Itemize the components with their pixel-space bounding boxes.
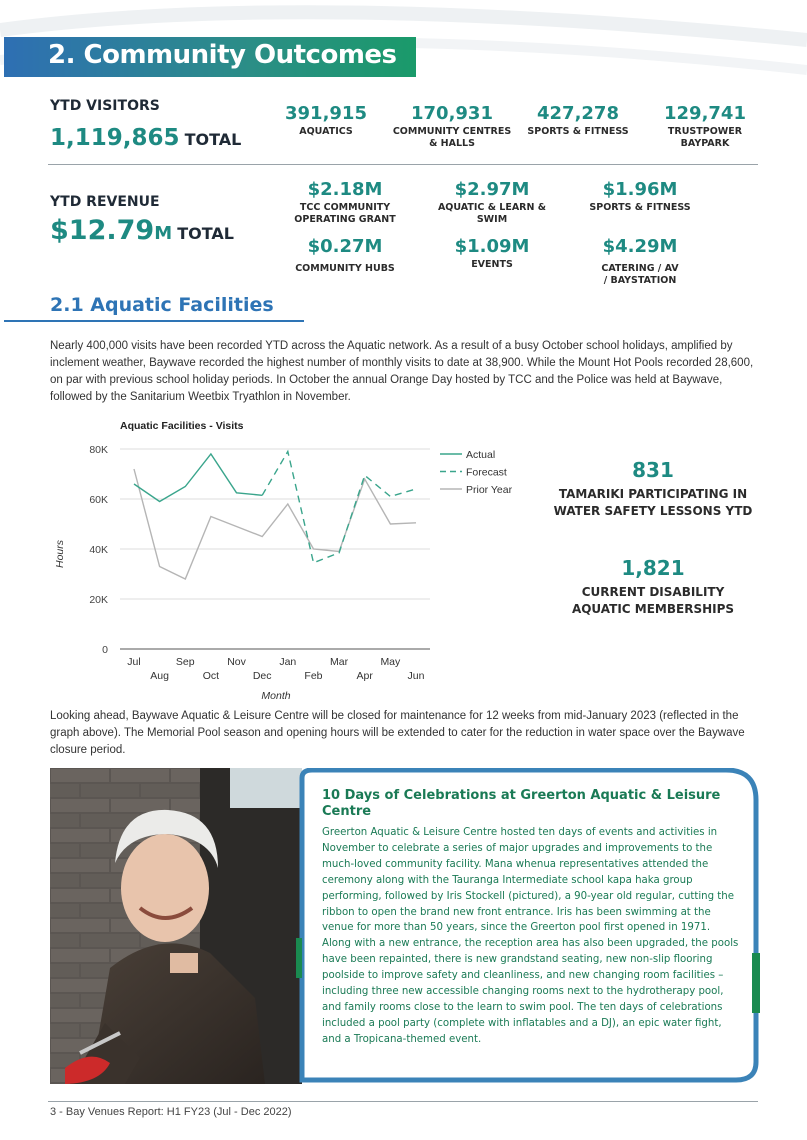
y-tick-label: 60K: [89, 494, 108, 506]
aquatic-visits-chart: [48, 414, 528, 706]
x-tick-label: Apr: [356, 670, 373, 682]
stat-label: EVENTS: [471, 259, 513, 270]
stat-label: CATERING / AV / BAYSTATION: [601, 263, 679, 286]
stat-value: $1.96M: [602, 179, 678, 200]
visitor-stat-sports-fitness: [522, 103, 634, 138]
side-stat-disability-memberships: [548, 556, 758, 618]
x-tick-label: Dec: [252, 670, 272, 682]
legend-label: Forecast: [466, 466, 507, 479]
stat-label: COMMUNITY CENTRES & HALLS: [392, 126, 512, 149]
visitor-stat-community-centres: [392, 103, 512, 150]
visitors-label: YTD VISITORS: [50, 98, 160, 114]
visitor-stat-trustpower-baypark: [655, 103, 755, 150]
series-line-prior-year: [134, 469, 416, 579]
stat-value: $4.29M: [602, 236, 678, 257]
stat-label: AQUATIC & LEARN & SWIM: [437, 202, 547, 225]
stat-label: AQUATICS: [299, 126, 353, 137]
stat-value: 391,915: [285, 103, 367, 124]
aquatic-paragraph-2: Looking ahead, Baywave Aquatic & Leisure Centre will be closed for maintenance for 12 weeks from mid-January 2023 (reflected in the graph above). The Memorial Pool season and opening hours will be extended to cater for the reduction in water space over the Baywave closure period.: [50, 710, 745, 756]
y-tick-label: 0: [102, 644, 108, 656]
iris-stockell-photo: [50, 768, 302, 1084]
y-tick-label: 40K: [89, 544, 108, 556]
visitors-total: [50, 125, 241, 151]
visitors-total-value: 1,119,865: [50, 125, 180, 151]
stat-value: 170,931: [411, 103, 493, 124]
revenue-stat-aquatic-learn-swim: [435, 179, 549, 226]
revenue-total-suffix: TOTAL: [177, 224, 234, 243]
stat-label: SPORTS & FITNESS: [527, 126, 629, 137]
revenue-stat-sports-fitness: [580, 179, 700, 214]
section-banner: [4, 37, 416, 77]
revenue-total-unit: M: [154, 223, 173, 244]
revenue-stat-catering: [580, 236, 700, 287]
x-tick-label: May: [380, 656, 401, 668]
x-tick-label: Mar: [330, 656, 349, 668]
stat-value: $1.09M: [454, 236, 530, 257]
revenue-stat-events: [435, 236, 549, 271]
side-stat-value: 1,821: [621, 556, 685, 580]
stat-label: TRUSTPOWER BAYPARK: [667, 126, 743, 149]
revenue-total-value: $12.79: [50, 215, 155, 246]
legend-label: Prior Year: [466, 484, 513, 496]
x-tick-label: Nov: [227, 656, 246, 668]
chart-title: Aquatic Facilities - Visits: [120, 420, 244, 432]
section-title: 2. Community Outcomes: [48, 40, 397, 70]
side-stat-label: TAMARIKI PARTICIPATING IN WATER SAFETY LESSONS YTD: [553, 487, 753, 518]
revenue-stat-tcc-grant: [285, 179, 405, 226]
x-axis-label: Month: [261, 690, 291, 702]
side-stat-label: CURRENT DISABILITY AQUATIC MEMBERSHIPS: [571, 585, 735, 616]
y-axis-label: Hours: [54, 539, 66, 569]
stat-label: COMMUNITY HUBS: [295, 263, 395, 274]
side-stat-value: 831: [632, 458, 674, 482]
footer-text: 3 - Bay Venues Report: H1 FY23 (Jul - Dec 2022): [50, 1106, 292, 1118]
callout-title: 10 Days of Celebrations at Greerton Aquatic & Leisure Centre: [322, 788, 721, 819]
x-tick-label: Jun: [407, 670, 425, 682]
x-tick-label: Jul: [127, 656, 141, 668]
side-stat-tamariki: [548, 458, 758, 520]
x-tick-label: Feb: [304, 670, 323, 682]
x-tick-label: Oct: [202, 670, 220, 682]
subsection-underline: [4, 320, 304, 322]
series-line-actual: [134, 454, 262, 502]
subsection-heading: 2.1 Aquatic Facilities: [50, 294, 274, 316]
x-tick-label: Aug: [150, 670, 169, 682]
legend-label: Actual: [466, 449, 496, 461]
stat-value: $2.97M: [454, 179, 530, 200]
revenue-stat-community-hubs: [285, 236, 405, 275]
revenue-label: YTD REVENUE: [50, 194, 160, 210]
x-tick-label: Sep: [175, 656, 195, 668]
stat-value: 427,278: [537, 103, 619, 124]
x-tick-label: Jan: [279, 656, 297, 668]
callout-body: Greerton Aquatic & Leisure Centre hosted ten days of events and activities in November to celebrate a series of major upgrades and improvements to the much-loved community facility. Mana whenua representatives attended the ceremony along with the Tauranga Intermediate school kapa haka group performing, followed by Iris Stockell (pictured), a 90-year old regular, cutting the ribbon to open the brand new front entrance. Iris has been swimming at the venue for more than 50 years, since the Greerton pool first opened in 1971. Along with a new entrance, the reception area has also been upgraded, the pools have been repainted, there is new grandstand seating, new non-slip flooring poolside to improve safety and cleanliness, and new changing room facilities – including three new accessible changing rooms next to the hydrotherapy pool, and family rooms close to the learn to swim pool. The ten days of celebrations included a pool party (complete with inflatables and a DJ), an epic water fight, and a Tropicana-themed event.: [322, 827, 739, 1045]
y-tick-label: 20K: [89, 594, 108, 606]
footer-divider: [48, 1101, 758, 1102]
y-tick-label: 80K: [89, 444, 108, 456]
revenue-total: [50, 215, 234, 246]
aquatic-paragraph-1: Nearly 400,000 visits have been recorded YTD across the Aquatic network. As a result of a busy October school holidays, amplified by inclement weather, Baywave recorded the highest number of monthly visits to date at 38,900. While the Mount Hot Pools recorded 28,600, on par with previous school holiday periods. In October the annual Orange Day hosted by TCC and the Police was held at Baywave, followed by the Sanitarium Weetbix Tryathlon in November.: [50, 340, 754, 403]
stat-label: TCC COMMUNITY OPERATING GRANT: [294, 202, 396, 225]
divider: [48, 164, 758, 165]
stat-value: $0.27M: [307, 236, 383, 257]
stat-value: $2.18M: [307, 179, 383, 200]
visitors-total-suffix: TOTAL: [184, 130, 242, 149]
stat-label: SPORTS & FITNESS: [589, 202, 691, 213]
visitor-stat-aquatics: [270, 103, 382, 138]
stat-value: 129,741: [664, 103, 746, 124]
